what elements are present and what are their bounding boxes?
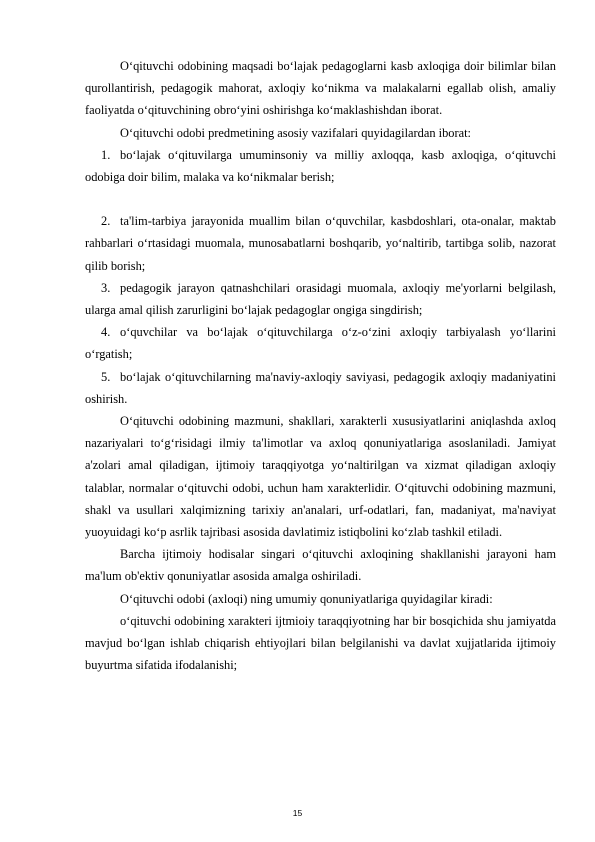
list-item-number: 2.: [101, 214, 111, 229]
list-item-number: 5.: [101, 369, 111, 384]
list-item-text: pedagogik jarayon qatnashchilari orasidagi muomala, axloqiy me'yorlarni belgilash, ularga amal qilish zarurligini bo‘lajak pedagoglar ongiga singdirish;: [85, 280, 556, 318]
paragraph-tasks-intro: O‘qituvchi odobi predmetining asosiy vazifalari quyidagilardan iborat:: [120, 125, 471, 140]
list-item: [85, 277, 556, 321]
paragraph-laws-intro: O‘qituvchi odobi (axloqi) ning umumiy qonuniyatlariga quyidagilar kiradi:: [120, 591, 493, 606]
list-item: [85, 144, 556, 188]
list-item: [85, 366, 556, 410]
list-item-text: bo‘lajak o‘qituvchilarning ma'naviy-axloqiy saviyasi, pedagogik axloqiy madaniyatini oshirish.: [85, 369, 556, 406]
list-item-text: bo‘lajak o‘qituvilarga umuminsoniy va milliy axloqqa, kasb axloqiga, o‘qituvchi odobiga doir bilim, malaka va ko‘nikmalar berish;: [85, 147, 556, 185]
list-item: [85, 321, 556, 365]
paragraph-content: O‘qituvchi odobining mazmuni, shakllari, xarakterli xususiyatlarini aniqlashda axloq nazariyalari to‘g‘risidagi ilmiy ta'limotlar va axloq qonuniyatlariga asoslaniladi. Jamiyat a'zolari amal qiladigan, ijtimoiy taraqqiyotga yo‘naltirilgan va xizmat qiladigan axloqiy talablar, normalar o‘qituvchi odobi, uchun ham xarakterlidir. O‘qituvchi odobining mazmuni, shakl va usullari xalqimizning tarixiy an'analari, urf-odatlari, fan, madaniyat, ma'naviyat yuoyuidagi ko‘p asrlik tajribasi asosida davlatimiz istiqbolini ko‘zlab tashkil etiladi.: [85, 414, 556, 540]
list-item-number: 3.: [101, 280, 111, 295]
page-number: 15: [292, 808, 303, 818]
paragraph-law-1: o‘qituvchi odobining xarakteri ijtmioiy taraqqiyotning har bir bosqichida shu jamiyatda mavjud bo‘lgan ishlab chiqarish ehtiyojlari bilan belgilanishi va davlat xujjatlarida ijtimoiy buyurtma sifatida ifodalanishi;: [85, 613, 556, 673]
list-item-number: 4.: [101, 325, 111, 340]
paragraph-regularities: Barcha ijtimoiy hodisalar singari o‘qituvchi axloqining shakllanishi jarayoni ham ma'lum ob'ektiv qonuniyatlar asosida amalga oshiriladi.: [85, 547, 556, 584]
list-item-text: o‘quvchilar va bo‘lajak o‘qituvchilarga o‘z-o‘zini axloqiy tarbiyalash yo‘llarini o‘rgatish;: [85, 325, 556, 362]
list-item-text: ta'lim-tarbiya jarayonida muallim bilan o‘quvchilar, kasbdoshlari, ota-onalar, maktab rahbarlari o‘rtasidagi muomala, munosabatlarni boshqarib, yo‘naltirib, tartibga solib, nazorat qilib borish;: [85, 214, 556, 273]
list-item: [85, 210, 556, 277]
spacer: [85, 188, 556, 210]
list-item-number: 1.: [101, 147, 111, 162]
document-body: [85, 55, 556, 676]
paragraph-purpose: O‘qituvchi odobining maqsadi bo‘lajak pedagoglarni kasb axloqiga doir bilimlar bilan qurollantirish, pedagogik mahorat, axloqiy ko‘nikma va malakalarni egallab olish, amaliy faoliyatda o‘qituvchining obro‘yini oshirishga ko‘maklashishdan iborat.: [85, 59, 556, 118]
